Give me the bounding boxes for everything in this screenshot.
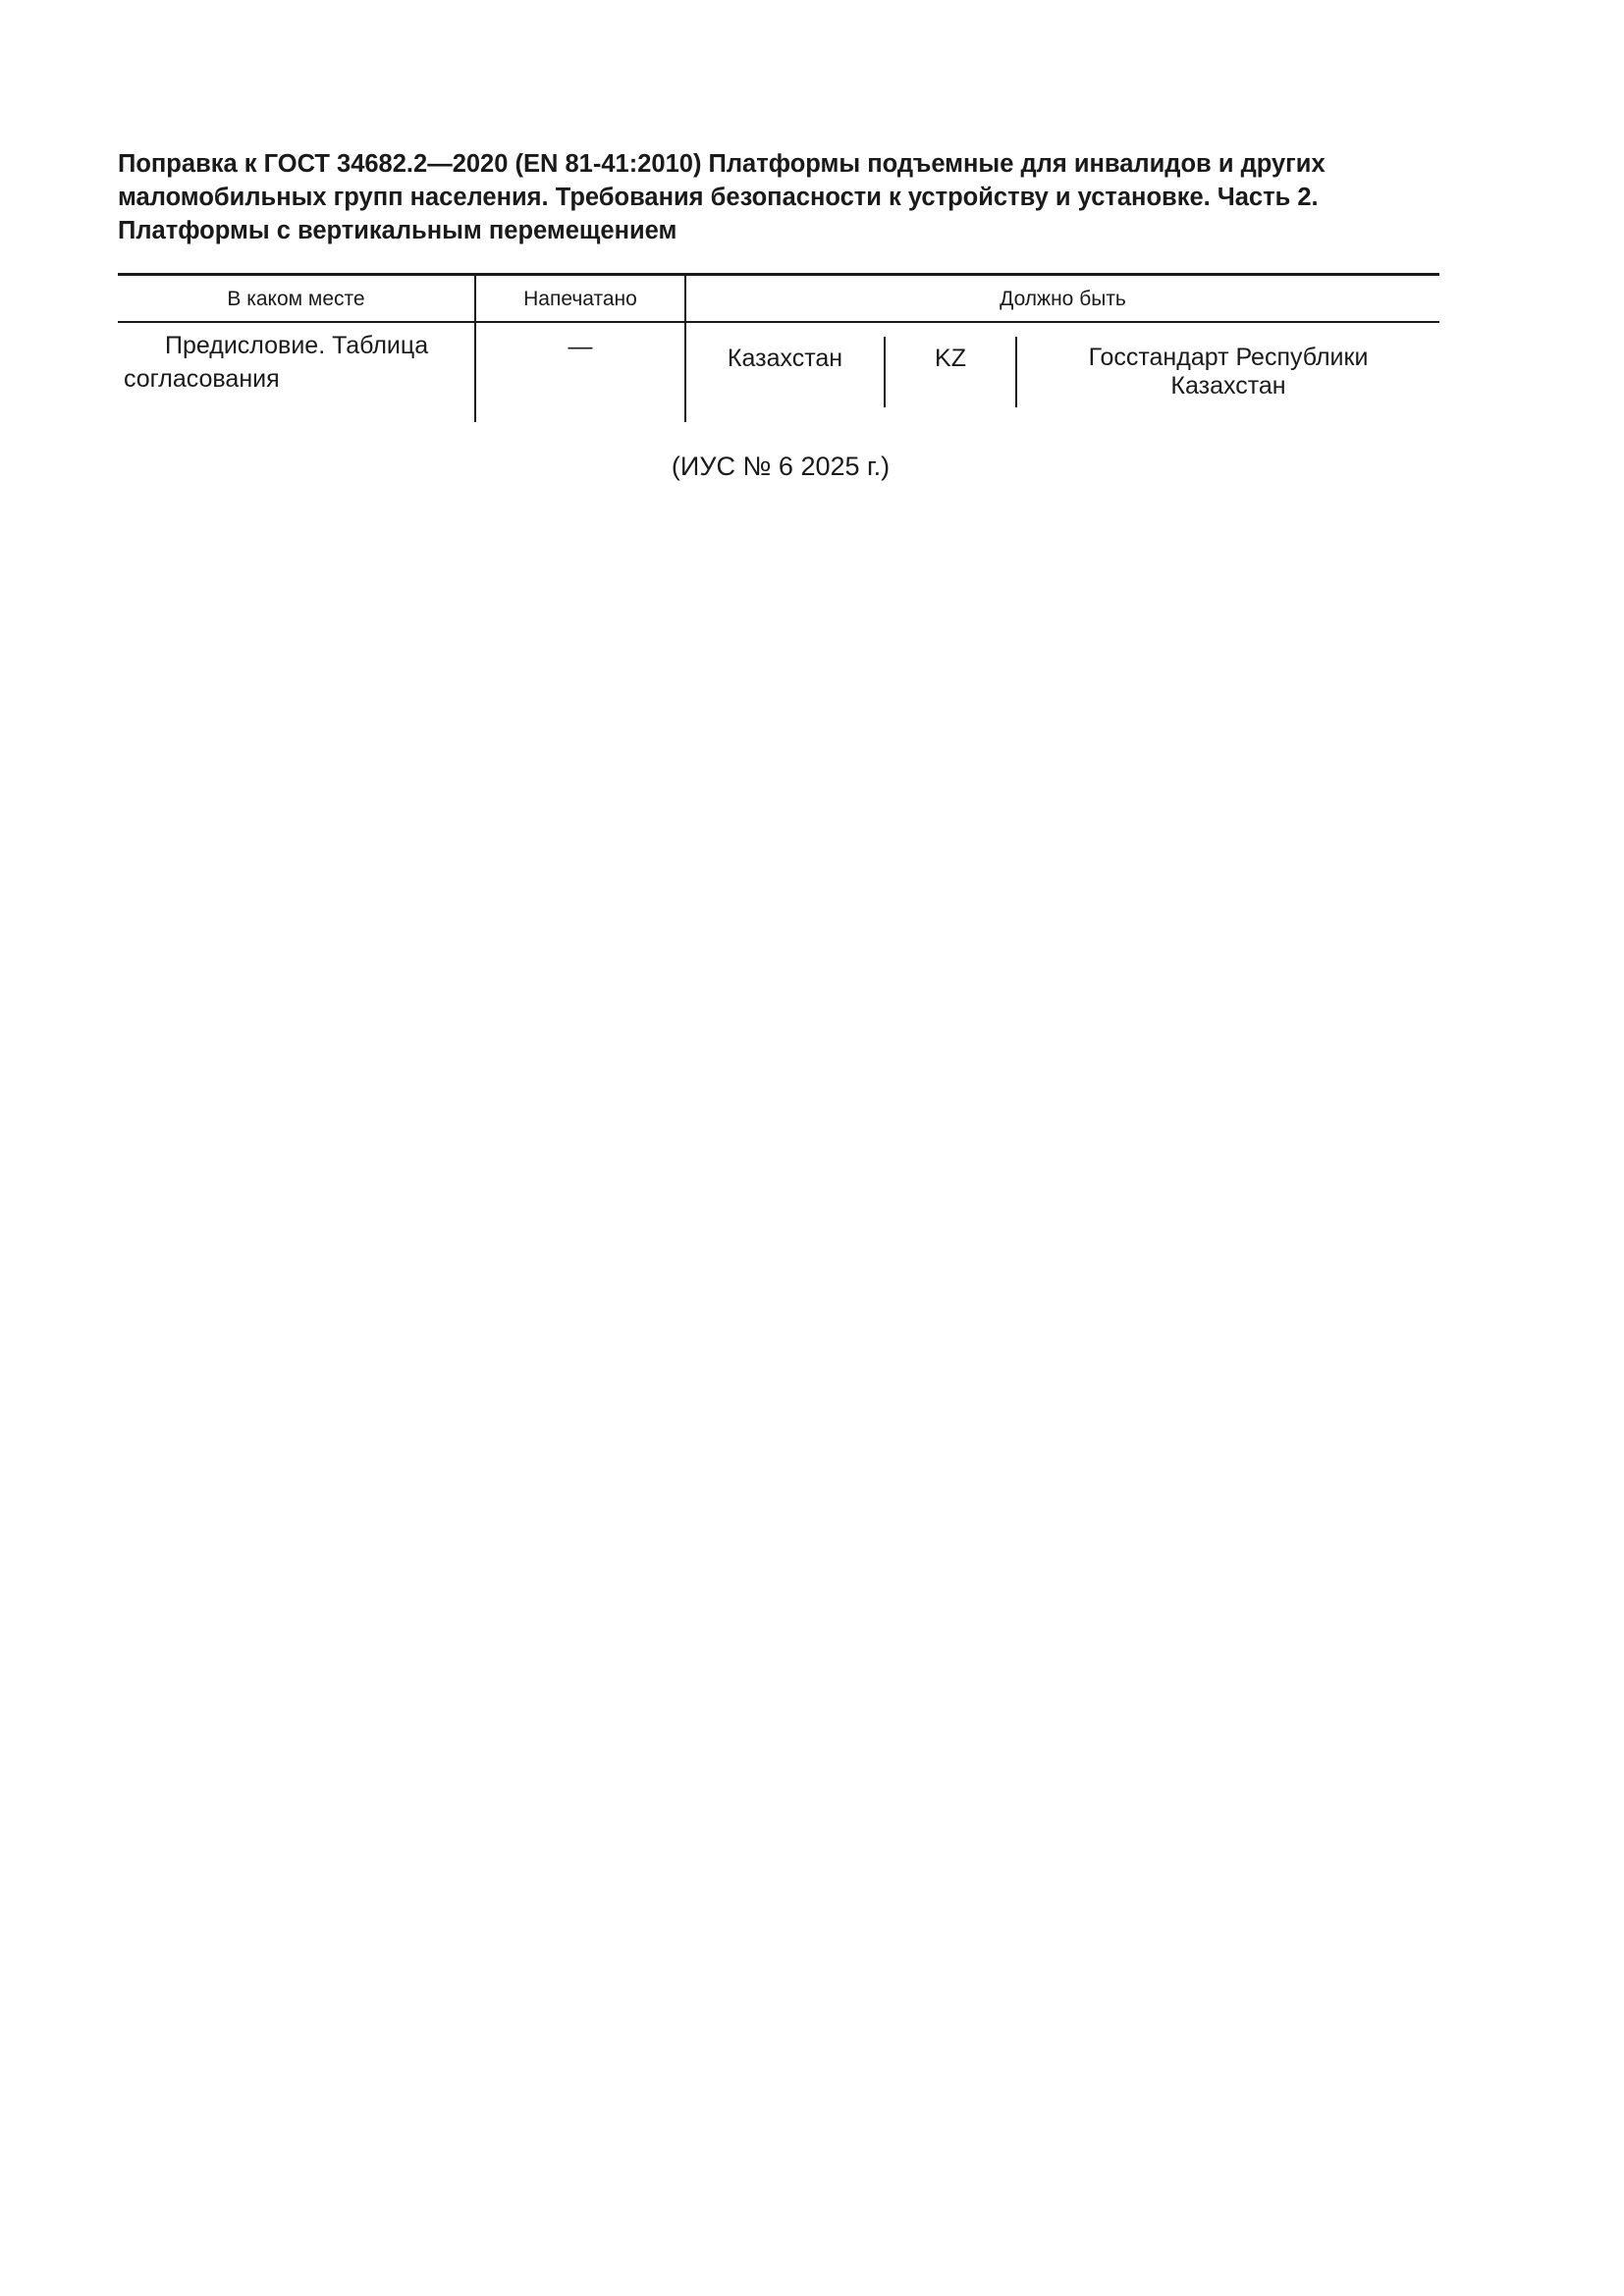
correction-table	[118, 273, 1439, 422]
header-where: В каком месте	[227, 288, 365, 310]
ius-reference: (ИУС № 6 2025 г.)	[671, 452, 891, 481]
cell-where-line-2: согласования	[124, 365, 280, 393]
header-should-be: Должно быть	[1000, 288, 1126, 310]
cell-authority-line-2: Казахстан	[1170, 372, 1286, 400]
cell-authority	[1017, 344, 1439, 400]
title-line-2: маломобильных групп населения. Требования безопасности к устройству и установке. Часть 2.	[118, 184, 1319, 211]
cell-authority-line-1: Госстандарт Республики	[1088, 344, 1369, 371]
document-title	[118, 147, 1443, 247]
cell-code: KZ	[935, 345, 966, 372]
cell-where-line-1: Предисловие. Таблица	[165, 332, 429, 359]
table-header-rule	[118, 321, 1439, 323]
cell-country: Казахстан	[727, 345, 843, 372]
title-line-3: Платформы с вертикальным перемещением	[118, 217, 677, 244]
title-line-1: Поправка к ГОСТ 34682.2—2020 (EN 81-41:2010) Платформы подъемные для инвалидов и других	[118, 150, 1326, 178]
table-top-rule	[118, 273, 1439, 276]
header-printed: Напечатано	[523, 288, 637, 310]
cell-printed: —	[568, 333, 593, 360]
cell-where	[124, 329, 467, 396]
